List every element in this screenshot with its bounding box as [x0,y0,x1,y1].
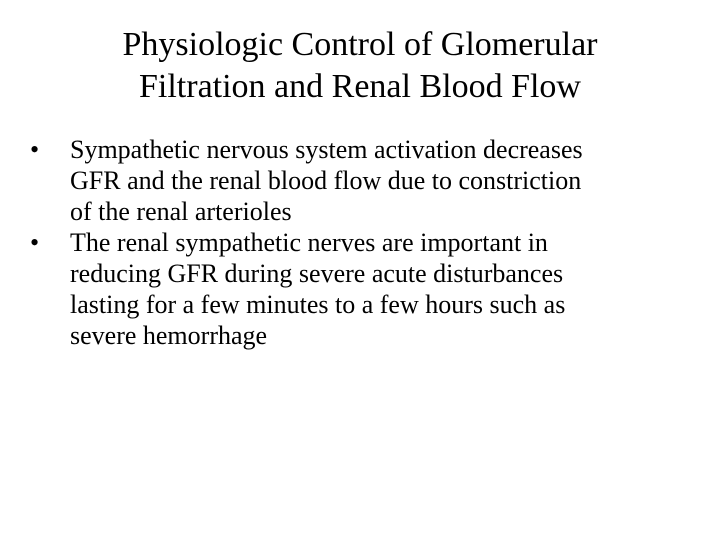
slide-title [40,24,680,108]
bullet-marker: • [30,135,40,164]
bullet-2-line-3: lasting for a few minutes to a few hours such as [70,290,566,319]
bullet-item-2 [30,227,710,351]
bullet-item-1 [30,134,710,227]
bullet-2-line-2: reducing GFR during severe acute disturbances [70,259,564,288]
bullet-marker: • [30,228,40,257]
slide-title-line-1: Physiologic Control of Glomerular [122,26,598,63]
bullet-1-line-2: GFR and the renal blood flow due to constriction [70,166,582,195]
bullet-2-line-1: The renal sympathetic nerves are important in [70,228,548,257]
bullet-1-line-3: of the renal arterioles [70,197,292,226]
bullet-list [30,134,710,351]
bullet-1-line-1: Sympathetic nervous system activation decreases [70,135,583,164]
slide-title-line-2: Filtration and Renal Blood Flow [139,68,581,105]
bullet-2-line-4: severe hemorrhage [70,321,268,350]
